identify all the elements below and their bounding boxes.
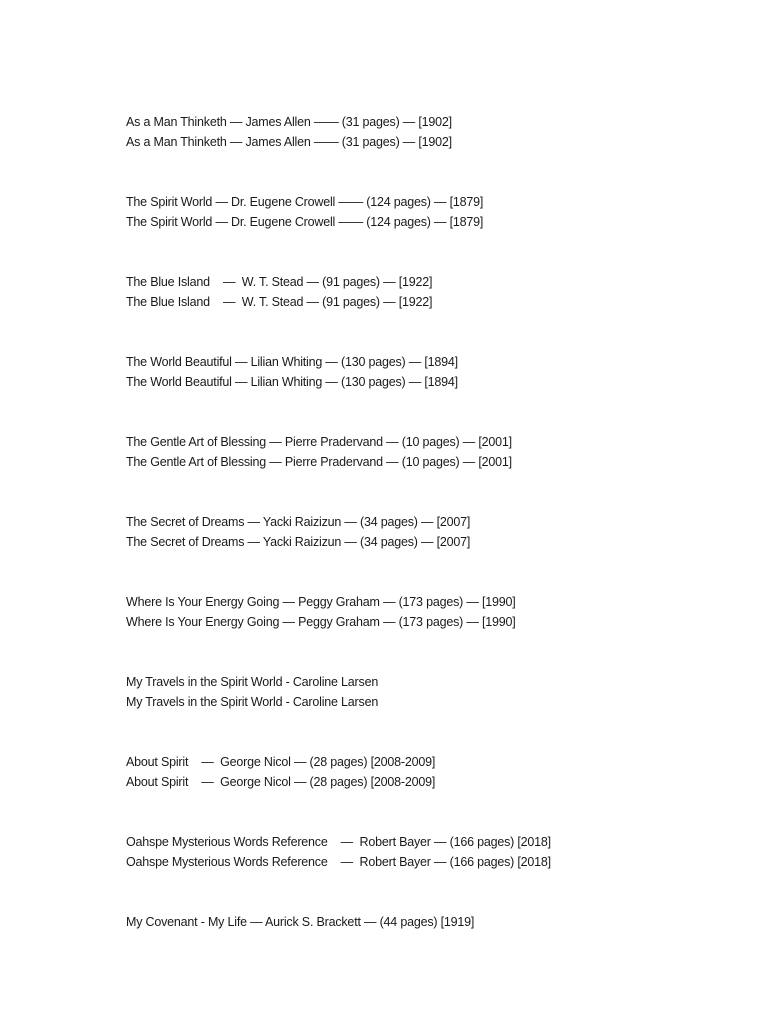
book-entry-line: The Secret of Dreams — Yacki Raizizun — (34 pages) — [2007] [126, 535, 471, 549]
book-entry [126, 912, 746, 992]
book-entry-line: My Travels in the Spirit World - Caroline Larsen [126, 675, 379, 689]
book-entry [126, 592, 746, 672]
book-entry-line: Oahspe Mysterious Words Reference — Robert Bayer — (166 pages) [2018] [126, 855, 551, 869]
book-entry-line: Where Is Your Energy Going — Peggy Graham — (173 pages) — [1990] [126, 615, 516, 629]
book-list [126, 112, 746, 992]
book-entry-line: The World Beautiful — Lilian Whiting — (130 pages) — [1894] [126, 355, 458, 369]
book-entry-line: The Blue Island — W. T. Stead — (91 pages) — [1922] [126, 295, 433, 309]
book-entry-line: As a Man Thinketh — James Allen —— (31 pages) — [1902] [126, 135, 452, 149]
book-entry-line: Where Is Your Energy Going — Peggy Graham — (173 pages) — [1990] [126, 595, 516, 609]
book-entry-line [126, 932, 746, 952]
book-entry-line: The Secret of Dreams — Yacki Raizizun — (34 pages) — [2007] [126, 515, 471, 529]
book-entry-line: The Gentle Art of Blessing — Pierre Pradervand — (10 pages) — [2001] [126, 455, 512, 469]
book-entry-line: Oahspe Mysterious Words Reference — Robert Bayer — (166 pages) [2018] [126, 835, 551, 849]
book-entry [126, 752, 746, 832]
book-entry-line: My Travels in the Spirit World - Caroline Larsen [126, 695, 379, 709]
book-entry [126, 192, 746, 272]
book-entry [126, 512, 746, 592]
book-entry-line: The Spirit World — Dr. Eugene Crowell —— (124 pages) — [1879] [126, 195, 484, 209]
book-entry-line: About Spirit — George Nicol — (28 pages) [2008-2009] [126, 775, 436, 789]
book-entry-line: The Spirit World — Dr. Eugene Crowell —— (124 pages) — [1879] [126, 215, 484, 229]
book-entry [126, 432, 746, 512]
book-entry [126, 672, 746, 752]
book-entry-line: The World Beautiful — Lilian Whiting — (130 pages) — [1894] [126, 375, 458, 389]
book-entry-line: As a Man Thinketh — James Allen —— (31 pages) — [1902] [126, 115, 452, 129]
book-entry [126, 272, 746, 352]
book-entry-line: The Gentle Art of Blessing — Pierre Pradervand — (10 pages) — [2001] [126, 435, 512, 449]
book-entry-line: The Blue Island — W. T. Stead — (91 pages) — [1922] [126, 275, 433, 289]
book-entry-line: About Spirit — George Nicol — (28 pages) [2008-2009] [126, 755, 436, 769]
book-entry-line: My Covenant - My Life — Aurick S. Brackett — (44 pages) [1919] [126, 915, 475, 929]
book-entry [126, 352, 746, 432]
book-entry [126, 832, 746, 912]
book-entry [126, 112, 746, 192]
